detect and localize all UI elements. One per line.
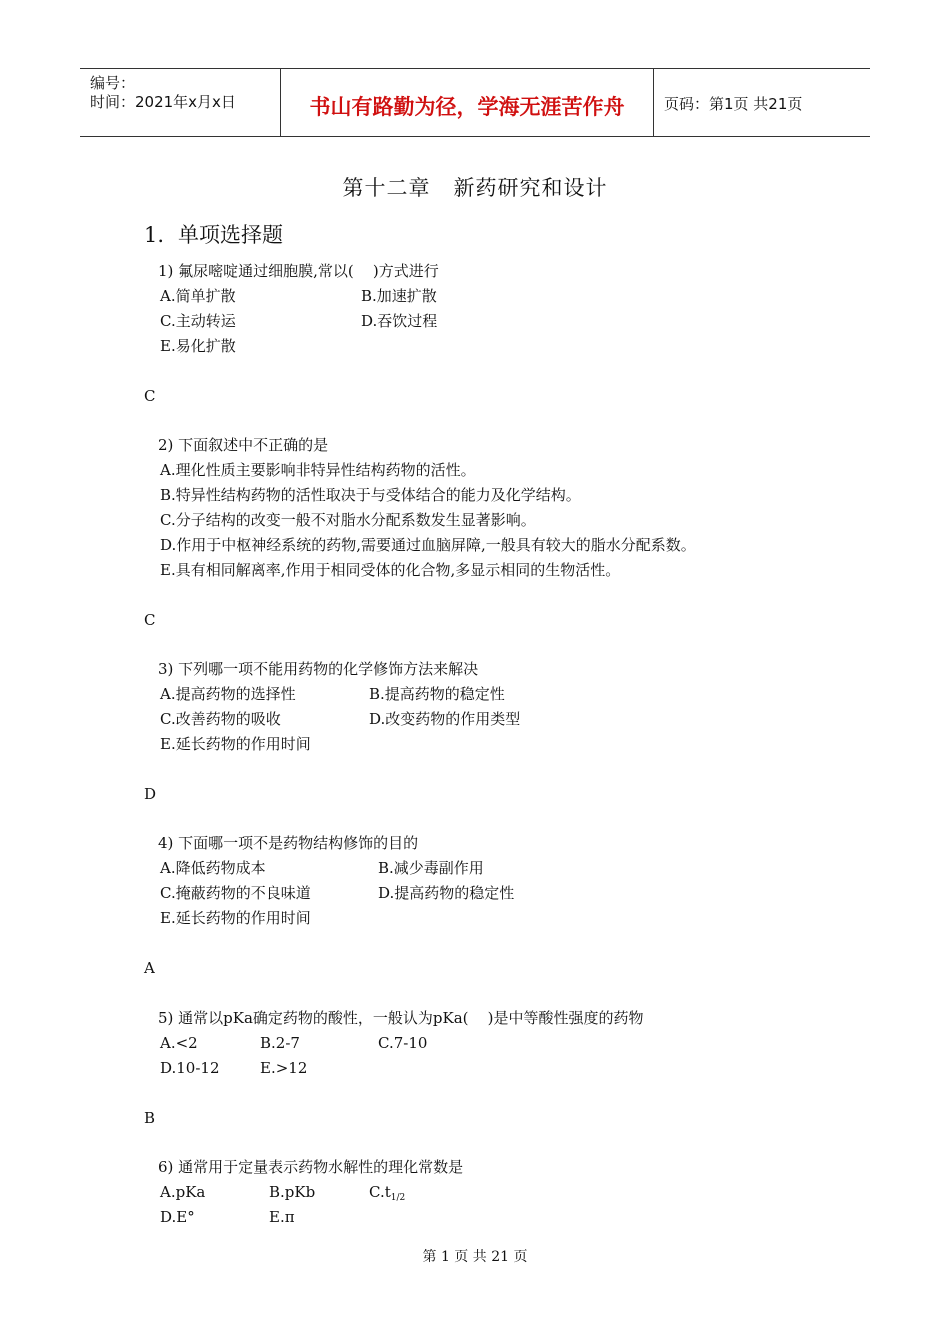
answer: C — [144, 387, 156, 405]
option: B.2-7 — [260, 1034, 300, 1052]
option — [369, 1182, 405, 1208]
page-footer: 第 1 页 共 21 页 — [422, 1249, 528, 1265]
option: B.提高药物的稳定性 — [369, 685, 505, 703]
option: C.7-10 — [378, 1034, 428, 1052]
header-info-cell — [80, 69, 281, 136]
option: D.作用于中枢神经系统的药物,需要通过血脑屏障,一般具有较大的脂水分配系数。 — [160, 536, 696, 554]
header-motto-cell — [281, 69, 654, 136]
answer: C — [144, 611, 156, 629]
option-c-subscript: 1/2 — [390, 1193, 406, 1203]
option: A.降低药物成本 — [160, 859, 266, 877]
option: B.pKb — [269, 1183, 316, 1201]
time-label: 时间：2021年x月x日 — [90, 93, 236, 111]
option: D.吞饮过程 — [361, 312, 438, 330]
section-heading — [144, 219, 283, 249]
option: E.具有相同解离率,作用于相同受体的化合物,多显示相同的生物活性。 — [160, 561, 621, 579]
answer: B — [144, 1109, 156, 1127]
answer: D — [144, 785, 157, 803]
page-header — [80, 68, 870, 137]
question-stem: 1) 氟尿嘧啶通过细胞膜,常以( )方式进行 — [158, 262, 439, 280]
page-info: 页码：第1页 共21页 — [664, 95, 803, 113]
question-stem: 6) 通常用于定量表示药物水解性的理化常数是 — [158, 1158, 464, 1176]
answer: A — [144, 959, 155, 977]
option: D.提高药物的稳定性 — [378, 884, 515, 902]
option: B.加速扩散 — [361, 287, 437, 305]
option: B.特异性结构药物的活性取决于与受体结合的能力及化学结构。 — [160, 486, 581, 504]
chapter-title: 第十二章 新药研究和设计 — [342, 176, 608, 200]
option: E.延长药物的作用时间 — [160, 909, 311, 927]
option: A.理化性质主要影响非特异性结构药物的活性。 — [160, 461, 476, 479]
motto: 书山有路勤为径，学海无涯苦作舟 — [309, 95, 625, 119]
option: E.>12 — [260, 1059, 308, 1077]
option: C.掩蔽药物的不良味道 — [160, 884, 311, 902]
question-stem: 5) 通常以pKa确定药物的酸性，一般认为pKa( )是中等酸性强度的药物 — [158, 1009, 644, 1027]
option: B.减少毒副作用 — [378, 859, 484, 877]
section-number: 1. — [144, 223, 165, 247]
option: C.分子结构的改变一般不对脂水分配系数发生显著影响。 — [160, 511, 536, 529]
serial-label: 编号： — [90, 74, 136, 92]
option: C.主动转运 — [160, 312, 236, 330]
option: D.10-12 — [160, 1059, 220, 1077]
option: E.易化扩散 — [160, 337, 236, 355]
question-stem: 2) 下面叙述中不正确的是 — [158, 436, 329, 454]
option: A.<2 — [160, 1034, 198, 1052]
option: C.改善药物的吸收 — [160, 710, 281, 728]
section-title: 单项选择题 — [178, 223, 283, 247]
header-page-cell — [654, 69, 870, 136]
question-stem: 3) 下列哪一项不能用药物的化学修饰方法来解决 — [158, 660, 479, 678]
option: A.pKa — [160, 1183, 206, 1201]
option: D.E° — [160, 1208, 195, 1226]
option: E.π — [269, 1208, 295, 1226]
option-c-text: C.t — [369, 1183, 391, 1201]
option: A.提高药物的选择性 — [160, 685, 296, 703]
option: A.简单扩散 — [160, 287, 236, 305]
question-stem: 4) 下面哪一项不是药物结构修饰的目的 — [158, 834, 419, 852]
option: D.改变药物的作用类型 — [369, 710, 521, 728]
option: E.延长药物的作用时间 — [160, 735, 311, 753]
